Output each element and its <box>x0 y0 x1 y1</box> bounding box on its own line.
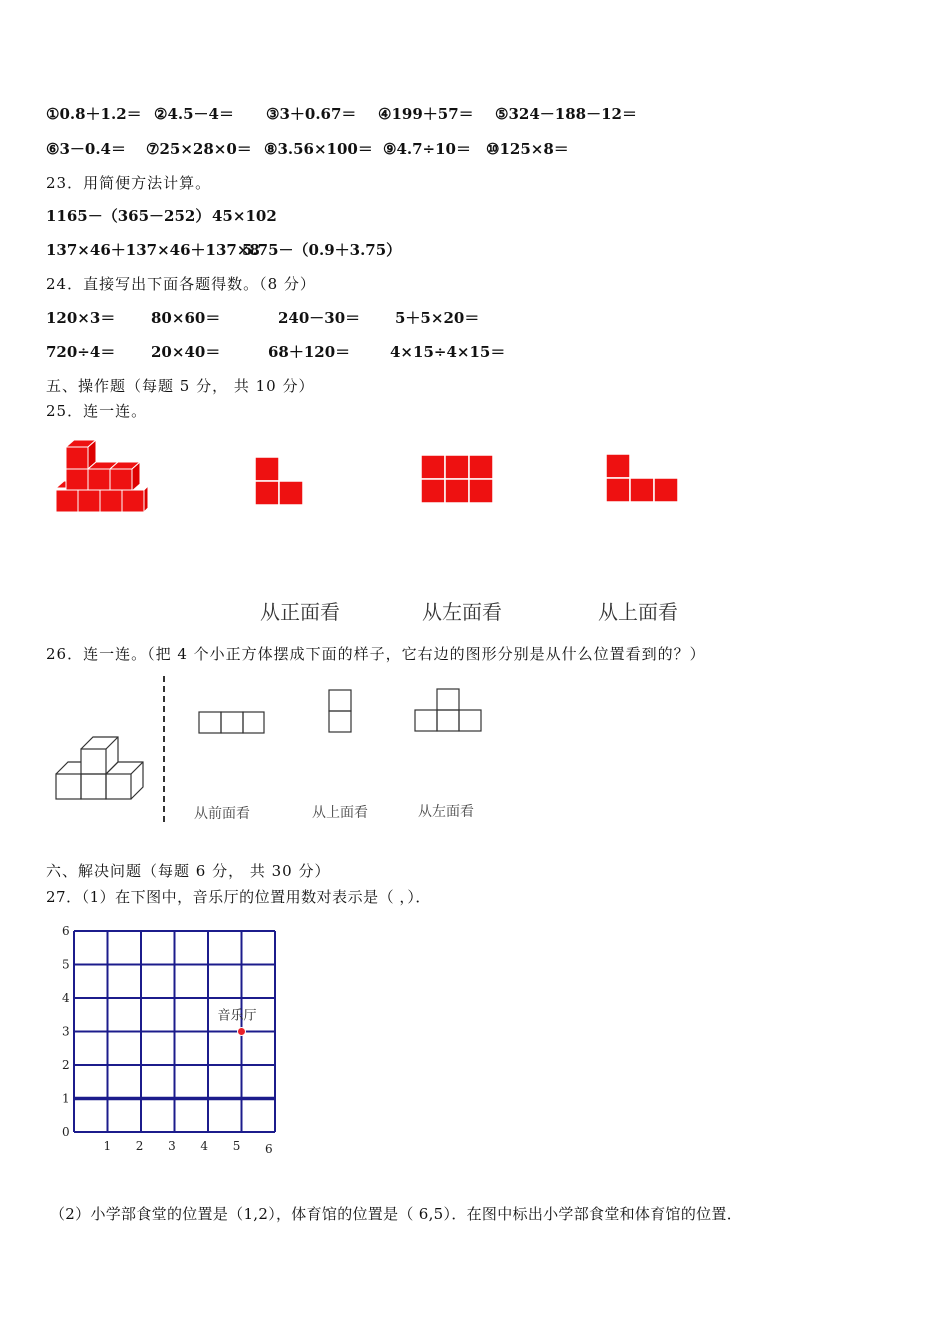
caption-left: 从左面看 <box>418 804 474 820</box>
q24-line-1 <box>46 307 479 328</box>
calc-item: ⑤324－188－12＝ <box>495 105 637 123</box>
q25-title: 25．连一连。 <box>46 402 148 420</box>
calc-item: 20×40＝ <box>151 343 221 361</box>
y-axis-label: 3 <box>62 1024 70 1039</box>
x-axis-label: 3 <box>168 1139 176 1153</box>
calc-item: 120×3＝ <box>46 309 116 327</box>
x-axis-label: 1 <box>103 1139 112 1153</box>
outline-view-3 <box>414 688 484 734</box>
calc-row-2 <box>46 138 569 159</box>
section-5-heading: 五、操作题（每题 5 分， 共 10 分） <box>46 377 315 395</box>
divider-dashed-line <box>160 676 168 824</box>
calc-item: 5＋5×20＝ <box>395 309 480 327</box>
y-axis-label: 4 <box>62 991 70 1005</box>
caption-front: 从前面看 <box>194 806 250 822</box>
x-axis-label: 4 <box>200 1139 209 1153</box>
q26-title: 26．连一连。（把 4 个小正方体摆成下面的样子，它右边的图形分别是从什么位置看到的？） <box>46 645 706 663</box>
red-view-3 <box>605 453 681 505</box>
cube-stack-figure <box>54 735 150 803</box>
q23-title: 23．用简便方法计算。 <box>46 174 212 192</box>
calc-item: ⑧3.56×100＝ <box>264 140 373 158</box>
concert-hall-point <box>238 1028 246 1036</box>
q24-line-2 <box>46 341 505 362</box>
caption-top: 从上面看 <box>312 805 368 821</box>
calc-item: 137×46＋137×46＋137×8 <box>46 241 260 259</box>
calc-item: 45×102 <box>212 207 277 225</box>
section-6-heading: 六、解决问题（每题 6 分， 共 30 分） <box>46 862 331 880</box>
red-view-2 <box>420 454 495 506</box>
y-axis-label: 1 <box>62 1091 70 1106</box>
q27-part1: 27．（1）在下图中，音乐厅的位置用数对表示是（ ，）． <box>46 888 431 906</box>
q27-part2: （2）小学部食堂的位置是（1,2），体育馆的位置是（ 6,5）．在图中标出小学部食堂和体育馆的位置． <box>50 1205 743 1223</box>
caption-top-view: 从上面看 <box>598 600 678 624</box>
y-axis-label: 6 <box>62 924 70 938</box>
q24-title: 24．直接写出下面各题得数。（8 分） <box>46 275 316 293</box>
calc-item: 4×15÷4×15＝ <box>390 343 506 361</box>
y-axis-label: 5 <box>62 957 70 972</box>
x-axis-label: 6 <box>265 1142 273 1156</box>
calc-item: ②4.5－4＝ <box>154 105 234 123</box>
q23-line-1 <box>46 205 277 226</box>
calc-item: ⑥3－0.4＝ <box>46 140 126 158</box>
calc-item: 1165－（365－252） <box>46 207 211 225</box>
calc-item: 5.75－（0.9＋3.75） <box>242 241 402 259</box>
concert-hall-label: 音乐厅 <box>217 1008 257 1024</box>
coordinate-grid <box>60 920 290 1160</box>
calc-item: 720÷4＝ <box>46 343 116 361</box>
y-axis-label: 0 <box>62 1125 70 1139</box>
red-view-1 <box>254 456 306 506</box>
calc-item: ⑩125×8＝ <box>486 140 569 158</box>
calc-item: ⑨4.7÷10＝ <box>383 140 471 158</box>
caption-front-view: 从正面看 <box>260 600 340 624</box>
calc-item: 68＋120＝ <box>268 343 351 361</box>
y-axis-label: 2 <box>62 1058 70 1072</box>
outline-view-2 <box>328 689 354 735</box>
q23-line-2 <box>46 239 401 260</box>
x-axis-label: 2 <box>135 1139 144 1153</box>
calc-item: ③3＋0.67＝ <box>266 105 357 123</box>
calc-item: ④199＋57＝ <box>378 105 474 123</box>
calc-item: ⑦25×28×0＝ <box>146 140 252 158</box>
outline-view-1 <box>198 711 266 735</box>
red-solid-figure <box>52 440 152 515</box>
calc-item: ①0.8＋1.2＝ <box>46 105 142 123</box>
caption-left-view: 从左面看 <box>422 600 502 624</box>
x-axis-label: 5 <box>232 1139 241 1153</box>
calc-item: 240－30＝ <box>278 309 361 327</box>
calc-item: 80×60＝ <box>151 309 221 327</box>
calc-row-1 <box>46 103 637 124</box>
